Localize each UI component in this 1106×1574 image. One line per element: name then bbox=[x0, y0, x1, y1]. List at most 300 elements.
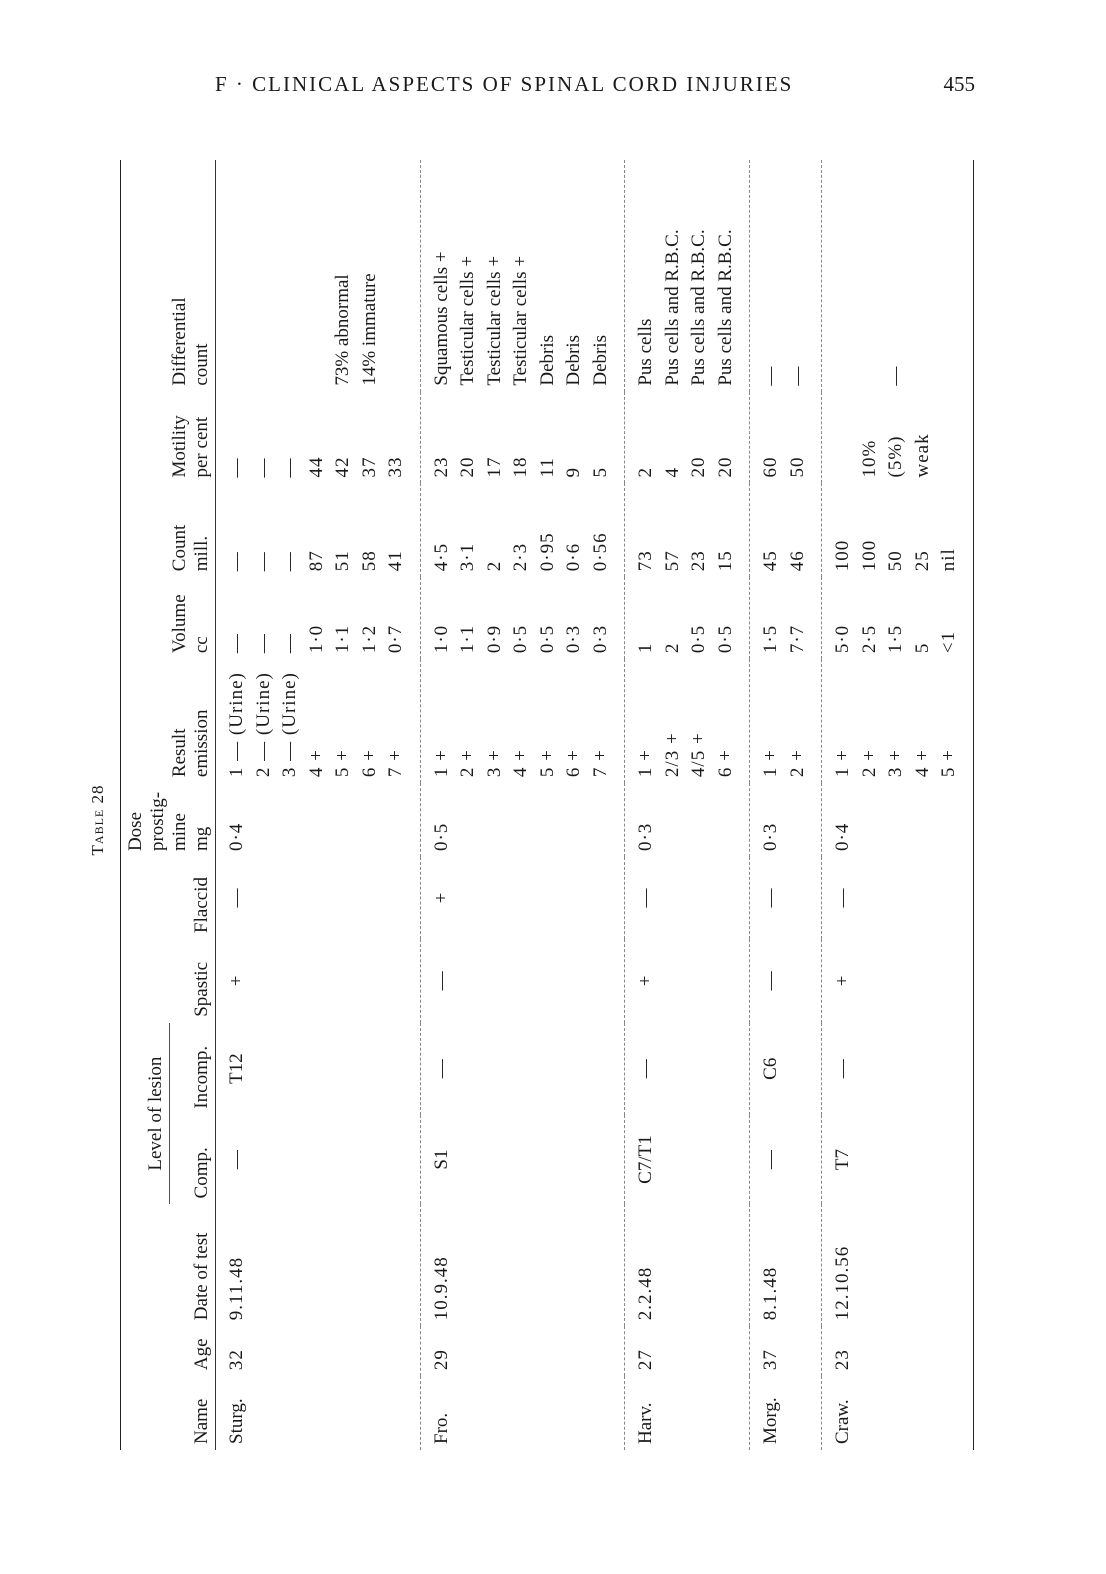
cell-spastic bbox=[936, 939, 973, 1023]
cell-dose bbox=[455, 783, 482, 857]
cell-volume: 0·7 bbox=[385, 624, 406, 654]
cell-dose: 0·5 bbox=[430, 822, 452, 852]
cell-volume: 1·5 bbox=[885, 624, 906, 654]
cell-flaccid bbox=[330, 857, 357, 939]
col-differential-line-1: Differential bbox=[169, 297, 190, 386]
table-caption bbox=[78, 780, 118, 860]
cell-count: 46 bbox=[786, 550, 808, 572]
cell-age bbox=[535, 1326, 562, 1376]
cell-result: 2/3 + bbox=[661, 732, 683, 778]
cell-name bbox=[535, 1376, 562, 1450]
cell-incomp bbox=[482, 1023, 509, 1115]
cell-incomp: T12 bbox=[226, 1053, 247, 1085]
cell-comp bbox=[910, 1115, 937, 1205]
cell-name bbox=[910, 1376, 937, 1450]
cell-dose bbox=[713, 783, 750, 857]
cell-age bbox=[383, 1326, 420, 1376]
cell-date bbox=[936, 1204, 973, 1326]
cell-name bbox=[785, 1376, 822, 1450]
cell-result: 3 — (Urine) bbox=[279, 672, 300, 778]
cell-incomp bbox=[277, 1023, 304, 1115]
table-row bbox=[304, 160, 331, 1450]
cell-volume: — bbox=[252, 633, 274, 654]
cell-diff: Testicular cells + bbox=[457, 255, 478, 386]
cell-age bbox=[508, 1326, 535, 1376]
cell-age bbox=[251, 1326, 278, 1376]
cell-diff bbox=[216, 160, 251, 392]
cell-incomp bbox=[455, 1023, 482, 1115]
cell-result: 1 + bbox=[832, 749, 853, 778]
cell-incomp: — bbox=[832, 1059, 853, 1079]
cell-diff: Debris bbox=[563, 334, 584, 386]
cell-flaccid: + bbox=[430, 892, 452, 904]
cell-diff: 14% immature bbox=[358, 273, 380, 386]
cell-count: 100 bbox=[858, 539, 880, 572]
cell-motility: 20 bbox=[688, 456, 709, 478]
cell-date bbox=[660, 1204, 687, 1326]
cell-spastic bbox=[686, 939, 713, 1023]
cell-diff bbox=[277, 160, 304, 392]
cell-diff: 73% abnormal bbox=[332, 274, 353, 386]
cell-dose bbox=[561, 783, 588, 857]
cell-flaccid bbox=[357, 857, 384, 939]
cell-date bbox=[910, 1204, 937, 1326]
cell-motility: 20 bbox=[714, 456, 736, 478]
cell-volume: 0·5 bbox=[714, 624, 736, 654]
cell-result: 3 + bbox=[885, 749, 906, 778]
patient-group bbox=[625, 160, 750, 1450]
cell-age bbox=[686, 1326, 713, 1376]
cell-count: — bbox=[226, 551, 247, 572]
cell-incomp bbox=[561, 1023, 588, 1115]
cell-incomp: — bbox=[430, 1059, 452, 1079]
col-result-line-1: Result bbox=[169, 728, 190, 778]
table-row bbox=[883, 160, 910, 1450]
cell-spastic bbox=[508, 939, 535, 1023]
cell-spastic bbox=[383, 939, 420, 1023]
cell-spastic bbox=[588, 939, 625, 1023]
col-differential-line-2: count bbox=[191, 343, 212, 386]
table-row bbox=[330, 160, 357, 1450]
cell-age bbox=[857, 1326, 884, 1376]
cell-flaccid bbox=[455, 857, 482, 939]
cell-name bbox=[686, 1376, 713, 1450]
cell-volume: 1·1 bbox=[457, 624, 478, 654]
cell-count: 51 bbox=[332, 550, 353, 572]
cell-flaccid bbox=[785, 857, 822, 939]
cell-result: 2 + bbox=[786, 749, 808, 778]
cell-age bbox=[883, 1326, 910, 1376]
cell-incomp bbox=[357, 1023, 384, 1115]
cell-flaccid bbox=[713, 857, 750, 939]
cell-count: 15 bbox=[714, 550, 736, 572]
cell-spastic bbox=[455, 939, 482, 1023]
cell-name bbox=[251, 1376, 278, 1450]
cell-count: 100 bbox=[832, 539, 853, 572]
cell-volume: 2 bbox=[661, 642, 683, 654]
cell-volume: 0·5 bbox=[536, 624, 558, 654]
col-motility-line-1: Motility bbox=[169, 415, 190, 478]
cell-comp bbox=[785, 1115, 822, 1205]
table-row bbox=[936, 160, 973, 1450]
cell-motility: 4 bbox=[661, 467, 683, 478]
cell-comp: — bbox=[760, 1150, 781, 1170]
cell-volume: 0·5 bbox=[510, 624, 531, 654]
cell-incomp bbox=[857, 1023, 884, 1115]
cell-volume: 7·7 bbox=[786, 624, 808, 654]
cell-motility: 44 bbox=[305, 456, 327, 478]
cell-result: 6 + bbox=[563, 749, 584, 778]
cell-date bbox=[713, 1204, 750, 1326]
cell-name bbox=[455, 1376, 482, 1450]
cell-flaccid bbox=[883, 857, 910, 939]
cell-result: 5 + bbox=[536, 749, 558, 778]
cell-date bbox=[277, 1204, 304, 1326]
cell-dose bbox=[660, 783, 687, 857]
cell-date bbox=[561, 1204, 588, 1326]
cell-age bbox=[482, 1326, 509, 1376]
cell-name: Fro. bbox=[430, 1412, 452, 1444]
cell-motility: 60 bbox=[760, 456, 781, 478]
cell-dose bbox=[910, 783, 937, 857]
cell-spastic bbox=[910, 939, 937, 1023]
col-dose-line-3: mine bbox=[169, 813, 190, 852]
cell-volume: 1·5 bbox=[760, 624, 781, 654]
cell-incomp: — bbox=[635, 1059, 656, 1079]
cell-name bbox=[660, 1376, 687, 1450]
cell-dose bbox=[535, 783, 562, 857]
cell-volume: — bbox=[279, 633, 300, 654]
cell-comp bbox=[357, 1115, 384, 1205]
col-level-of-lesion: Level of lesion bbox=[121, 1023, 170, 1205]
cell-diff bbox=[936, 160, 973, 392]
table-head bbox=[121, 160, 216, 1450]
cell-comp bbox=[713, 1115, 750, 1205]
cell-name: Craw. bbox=[832, 1399, 853, 1444]
cell-incomp bbox=[660, 1023, 687, 1115]
cell-diff: Pus cells and R.B.C. bbox=[714, 229, 736, 386]
cell-result: 2 — (Urine) bbox=[252, 672, 274, 778]
table-row bbox=[482, 160, 509, 1450]
cell-count: nil bbox=[938, 548, 959, 572]
cell-age: 37 bbox=[760, 1349, 781, 1371]
cell-comp bbox=[857, 1115, 884, 1205]
cell-diff: Debris bbox=[536, 334, 558, 386]
cell-result: 2 + bbox=[858, 749, 880, 778]
rotated-table-container bbox=[120, 160, 1025, 1450]
cell-dose: 0·3 bbox=[760, 822, 781, 852]
table-row bbox=[750, 160, 785, 1450]
cell-diff: Pus cells and R.B.C. bbox=[661, 229, 683, 386]
cell-age bbox=[713, 1326, 750, 1376]
cell-flaccid bbox=[535, 857, 562, 939]
cell-volume: 2·5 bbox=[858, 624, 880, 654]
running-head: F · CLINICAL ASPECTS OF SPINAL CORD INJURIES bbox=[215, 72, 794, 96]
page-number: 455 bbox=[943, 72, 975, 96]
cell-volume: 1·0 bbox=[430, 624, 452, 654]
cell-motility: — bbox=[226, 457, 247, 478]
cell-spastic: — bbox=[430, 971, 452, 991]
cell-volume: 1·0 bbox=[305, 624, 327, 654]
cell-date bbox=[304, 1204, 331, 1326]
page-header bbox=[215, 72, 975, 102]
cell-comp bbox=[455, 1115, 482, 1205]
cell-dose bbox=[785, 783, 822, 857]
cell-name bbox=[304, 1376, 331, 1450]
col-volume-line-2: cc bbox=[191, 636, 212, 654]
cell-dose bbox=[588, 783, 625, 857]
cell-count: 41 bbox=[385, 550, 406, 572]
cell-comp bbox=[883, 1115, 910, 1205]
cell-dose bbox=[936, 783, 973, 857]
cell-flaccid bbox=[383, 857, 420, 939]
col-dose bbox=[121, 783, 216, 857]
cell-count: 58 bbox=[358, 550, 380, 572]
cell-spastic bbox=[660, 939, 687, 1023]
cell-count: 2·3 bbox=[510, 542, 531, 572]
cell-spastic: — bbox=[760, 971, 781, 991]
cell-date: 12.10.56 bbox=[832, 1245, 853, 1321]
cell-incomp bbox=[508, 1023, 535, 1115]
cell-motility: 33 bbox=[385, 456, 406, 478]
cell-diff: Pus cells bbox=[635, 318, 656, 386]
cell-flaccid bbox=[304, 857, 331, 939]
col-result-line-2: emission bbox=[191, 709, 212, 778]
cell-date bbox=[535, 1204, 562, 1326]
cell-name bbox=[357, 1376, 384, 1450]
cell-count: 73 bbox=[635, 550, 656, 572]
cell-spastic bbox=[304, 939, 331, 1023]
cell-name bbox=[482, 1376, 509, 1450]
cell-count: — bbox=[252, 551, 274, 572]
cell-diff bbox=[251, 160, 278, 392]
col-volume-line-1: Volume bbox=[169, 594, 190, 654]
cell-motility: — bbox=[252, 457, 274, 478]
cell-spastic bbox=[277, 939, 304, 1023]
table-row bbox=[357, 160, 384, 1450]
cell-volume: 0·9 bbox=[483, 624, 505, 654]
cell-name bbox=[883, 1376, 910, 1450]
cell-date: 2.2.48 bbox=[635, 1266, 656, 1321]
cell-flaccid bbox=[277, 857, 304, 939]
table-row bbox=[857, 160, 884, 1450]
cell-date bbox=[686, 1204, 713, 1326]
cell-age bbox=[588, 1326, 625, 1376]
cell-comp: T7 bbox=[832, 1149, 853, 1171]
table-row bbox=[686, 160, 713, 1450]
cell-result: 1 + bbox=[760, 749, 781, 778]
cell-date bbox=[508, 1204, 535, 1326]
cell-motility: 10% bbox=[858, 439, 880, 478]
cell-name bbox=[561, 1376, 588, 1450]
cell-name bbox=[330, 1376, 357, 1450]
cell-motility bbox=[936, 392, 973, 484]
cell-incomp bbox=[588, 1023, 625, 1115]
patient-group bbox=[216, 160, 421, 1450]
cell-spastic bbox=[251, 939, 278, 1023]
cell-result: 2 + bbox=[457, 749, 478, 778]
cell-comp bbox=[660, 1115, 687, 1205]
cell-dose bbox=[277, 783, 304, 857]
cell-comp bbox=[277, 1115, 304, 1205]
cell-result: 7 + bbox=[589, 749, 611, 778]
table-row bbox=[713, 160, 750, 1450]
col-name: Name bbox=[191, 1398, 212, 1444]
cell-result: 1 + bbox=[430, 749, 452, 778]
cell-age bbox=[455, 1326, 482, 1376]
cell-flaccid: — bbox=[226, 888, 247, 908]
cell-date bbox=[455, 1204, 482, 1326]
cell-flaccid: — bbox=[635, 888, 656, 908]
cell-comp: S1 bbox=[430, 1149, 452, 1170]
cell-date bbox=[883, 1204, 910, 1326]
cell-comp: — bbox=[226, 1150, 247, 1170]
cell-motility: (5%) bbox=[885, 435, 906, 478]
cell-volume: 0·3 bbox=[563, 624, 584, 654]
cell-count: 0·95 bbox=[536, 532, 558, 572]
cell-result: 4 + bbox=[510, 749, 531, 778]
cell-motility: weak bbox=[911, 433, 933, 478]
cell-volume: 1·1 bbox=[332, 624, 353, 654]
cell-spastic bbox=[482, 939, 509, 1023]
col-comp: Comp. bbox=[191, 1147, 212, 1199]
cell-motility: 50 bbox=[786, 456, 808, 478]
cell-motility: 9 bbox=[563, 467, 584, 478]
cell-result: 4 + bbox=[911, 749, 933, 778]
cell-comp bbox=[330, 1115, 357, 1205]
cell-dose bbox=[304, 783, 331, 857]
cell-incomp bbox=[383, 1023, 420, 1115]
cell-motility: 18 bbox=[510, 456, 531, 478]
col-result bbox=[121, 659, 216, 783]
cell-result: 5 + bbox=[332, 749, 353, 778]
cell-count: 25 bbox=[911, 550, 933, 572]
cell-date bbox=[857, 1204, 884, 1326]
cell-date bbox=[357, 1204, 384, 1326]
cell-diff: Testicular cells + bbox=[510, 255, 531, 386]
cell-date: 10.9.48 bbox=[430, 1256, 452, 1321]
cell-incomp bbox=[713, 1023, 750, 1115]
cell-comp bbox=[936, 1115, 973, 1205]
cell-diff: — bbox=[760, 366, 781, 386]
cell-diff bbox=[857, 160, 884, 392]
cell-flaccid bbox=[561, 857, 588, 939]
col-date: Date of test bbox=[191, 1232, 212, 1321]
cell-count: 23 bbox=[688, 550, 709, 572]
cell-diff: — bbox=[885, 366, 906, 386]
cell-spastic bbox=[561, 939, 588, 1023]
cell-name: Harv. bbox=[635, 1402, 656, 1444]
col-spastic: Spastic bbox=[191, 961, 212, 1017]
cell-result: 3 + bbox=[483, 749, 505, 778]
cell-age bbox=[660, 1326, 687, 1376]
cell-dose bbox=[330, 783, 357, 857]
cell-spastic: + bbox=[635, 975, 656, 987]
cell-dose: 0·4 bbox=[832, 822, 853, 852]
cell-date bbox=[251, 1204, 278, 1326]
cell-dose bbox=[383, 783, 420, 857]
cell-count: 2 bbox=[483, 560, 505, 572]
cell-date bbox=[383, 1204, 420, 1326]
cell-diff: Testicular cells + bbox=[483, 255, 505, 386]
cell-volume: 0·5 bbox=[688, 624, 709, 654]
cell-age bbox=[561, 1326, 588, 1376]
cell-name: Sturg. bbox=[226, 1398, 247, 1444]
table-row bbox=[455, 160, 482, 1450]
table-row bbox=[625, 160, 660, 1450]
cell-name: Morg. bbox=[760, 1397, 781, 1444]
table-row bbox=[383, 160, 420, 1450]
cell-motility: 37 bbox=[358, 456, 380, 478]
table-row bbox=[216, 160, 251, 1450]
cell-count: 4·5 bbox=[430, 542, 452, 572]
cell-count: 0·56 bbox=[589, 532, 611, 572]
cell-result: 6 + bbox=[714, 749, 736, 778]
cell-count: 50 bbox=[885, 550, 906, 572]
cell-flaccid bbox=[910, 857, 937, 939]
cell-diff bbox=[304, 160, 331, 392]
cell-diff bbox=[383, 160, 420, 392]
cell-dose: 0·3 bbox=[635, 822, 656, 852]
col-motility-line-2: per cent bbox=[191, 416, 212, 478]
cell-age: 27 bbox=[635, 1349, 656, 1371]
cell-comp bbox=[535, 1115, 562, 1205]
cell-spastic bbox=[713, 939, 750, 1023]
table-row bbox=[660, 160, 687, 1450]
cell-motility: 23 bbox=[430, 456, 452, 478]
cell-count: 3·1 bbox=[457, 542, 478, 572]
cell-spastic bbox=[883, 939, 910, 1023]
cell-motility: — bbox=[279, 457, 300, 478]
cell-flaccid bbox=[251, 857, 278, 939]
col-volume bbox=[121, 577, 216, 659]
patient-group bbox=[822, 160, 974, 1450]
table-row bbox=[508, 160, 535, 1450]
cell-volume: <1 bbox=[938, 630, 959, 654]
cell-incomp bbox=[883, 1023, 910, 1115]
cell-result: 4/5 + bbox=[688, 732, 709, 778]
cell-age: 32 bbox=[226, 1349, 247, 1371]
col-flaccid: Flaccid bbox=[191, 877, 212, 933]
cell-incomp bbox=[910, 1023, 937, 1115]
cell-result: 5 + bbox=[938, 749, 959, 778]
col-motility bbox=[121, 392, 216, 484]
cell-motility bbox=[822, 392, 857, 484]
cell-result: 1 — (Urine) bbox=[226, 672, 247, 778]
cell-date: 8.1.48 bbox=[760, 1266, 781, 1321]
cell-spastic bbox=[785, 939, 822, 1023]
cell-dose bbox=[251, 783, 278, 857]
cell-flaccid: — bbox=[832, 888, 853, 908]
cell-volume: 5 bbox=[911, 642, 933, 654]
cell-incomp bbox=[936, 1023, 973, 1115]
col-incomp: Incomp. bbox=[191, 1045, 212, 1109]
cell-flaccid bbox=[686, 857, 713, 939]
cell-volume: 0·3 bbox=[589, 624, 611, 654]
cell-count: 87 bbox=[305, 550, 327, 572]
cell-age bbox=[330, 1326, 357, 1376]
cell-result: 4 + bbox=[305, 749, 327, 778]
data-table bbox=[120, 160, 974, 1450]
cell-volume: 1·2 bbox=[358, 624, 380, 654]
cell-name bbox=[383, 1376, 420, 1450]
cell-name bbox=[936, 1376, 973, 1450]
cell-dose bbox=[508, 783, 535, 857]
cell-count: 45 bbox=[760, 550, 781, 572]
cell-incomp bbox=[251, 1023, 278, 1115]
cell-name bbox=[713, 1376, 750, 1450]
cell-comp bbox=[383, 1115, 420, 1205]
